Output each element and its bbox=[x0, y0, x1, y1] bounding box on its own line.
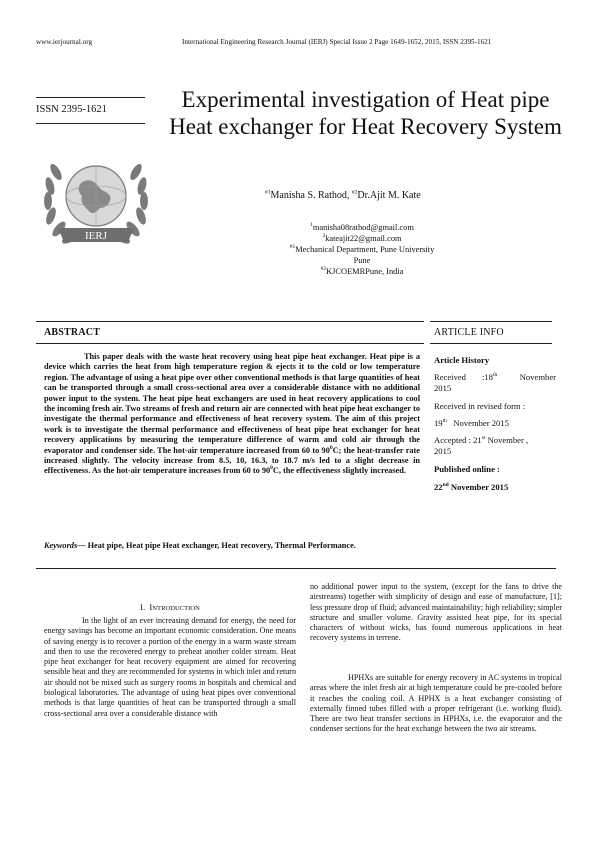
intro-paragraph-3 bbox=[310, 673, 562, 735]
logo-text: IERJ bbox=[85, 230, 107, 242]
department-1-text: Mechanical Department, Pune University bbox=[295, 245, 435, 254]
article-history-label bbox=[434, 355, 556, 366]
affiliations bbox=[276, 222, 448, 277]
abstract-heading: ABSTRACT bbox=[44, 327, 101, 338]
laurel-globe-icon bbox=[36, 150, 156, 258]
abstract-text-3: C, the effectiveness slightly increased. bbox=[272, 466, 406, 476]
info-heading-rule bbox=[430, 343, 552, 344]
article-history-text: Article History bbox=[434, 355, 490, 365]
received-date bbox=[434, 372, 556, 383]
intro-p1-text: In the light of an ever increasing demand for energy, the need for energy savings has become an important economic consideration. One means of saving energy is to recover a portion of the energy in a warm waste stream and then to use the recovered energy to preheat another colder stream. Heat pipe heat exchanger for heat recovery equipment are aimed for recovering sensible heat and they are recommended for systems in which inlet and return air should not be mixed such as surgery rooms in hospitals and chemical and biological laboratories. The advantage of using heat pipes over conventional methods is that large quantities of heat can be transported through a small cross-sectional area over a considerable distance with bbox=[44, 616, 296, 718]
info-top-rule bbox=[430, 321, 552, 322]
revised-sup: th bbox=[442, 418, 447, 425]
received-year: 2015 bbox=[434, 383, 452, 393]
intro-paragraph-2: no additional power input to the system, (except for the fans to drive the airstreams) together with simplicity of design and ease of manufacture, [1]; less pressure drop of fluid; advanced maintainability; high reliability; simpler structure and smaller volume. Gravity assisted heat pipe, for its special characters of without wicks, has found numerous applications in heat recovery systems in terrene. bbox=[310, 582, 562, 643]
abstract-top-rule bbox=[36, 321, 424, 322]
section-divider bbox=[36, 568, 556, 569]
intro-p3-text: HPHXs are suitable for energy recovery in AC systems in tropical areas where the inlet fresh air at high temperature could be pre-cooled before it reaches the cooling coil. A HPHX is a heat exchanger consisting of externally finned tubes filled with a proper refrigerant (i.e. working fluid). There are two heat transfer sections in HPHXs, i.e. the evaporator and the condenser sections for the heat exchange between the two air streams. bbox=[310, 673, 562, 734]
email-1-text: manisha08rathod@gmail.com bbox=[312, 223, 414, 232]
department-1-mark: #1 bbox=[289, 244, 296, 251]
journal-citation: International Engineering Research Journal (IERJ) Special Issue 2 Page 1649-1652, 2015, ISSN 2395-1621 bbox=[182, 38, 492, 46]
ierj-logo bbox=[36, 150, 156, 258]
degree-mark: 0 bbox=[329, 444, 333, 451]
intro-number: I. bbox=[140, 602, 146, 612]
received-sup: th bbox=[492, 372, 498, 379]
email-1-mark: 1 bbox=[310, 222, 313, 229]
revised-day: 19 bbox=[434, 418, 443, 428]
degree-mark-2: 0 bbox=[270, 465, 273, 472]
journal-url: www.ierjournal.org bbox=[36, 38, 93, 46]
accepted-day: Accepted : 21 bbox=[434, 435, 482, 445]
published-label-text: Published online : bbox=[434, 464, 500, 474]
intro-cap: I bbox=[149, 602, 153, 612]
email-1 bbox=[276, 222, 448, 233]
author1-name: Manisha S. Rathod, bbox=[270, 190, 352, 201]
received-day-text: :18 bbox=[482, 372, 493, 382]
published-date bbox=[434, 482, 556, 493]
issn-top-rule bbox=[36, 97, 145, 98]
email-2-mark: 2 bbox=[322, 233, 326, 240]
author1-mark: #1 bbox=[265, 189, 271, 196]
keywords-text: — Heat pipe, Heat pipe Heat exchanger, Heat recovery, Thermal Performance. bbox=[77, 541, 356, 550]
published-label bbox=[434, 464, 556, 475]
published-sup: nd bbox=[442, 482, 449, 489]
author2-mark: #2 bbox=[351, 189, 358, 196]
abstract-text-2: C; the heat-transfer rate increased slightly. The velocity increase from 8.5, 10, 16.3, to 18.7 m/s led to a slight decrease in effectiveness. As the hot-air temperature increases from 60 to 90 bbox=[44, 445, 420, 476]
introduction-heading bbox=[44, 602, 296, 612]
email-2-text: kateajit22@gmail.com bbox=[325, 234, 402, 243]
revised-month: November 2015 bbox=[453, 418, 509, 428]
department-1 bbox=[276, 244, 448, 255]
author2-name: Dr.Ajit M. Kate bbox=[357, 190, 421, 201]
intro-paragraph-1 bbox=[44, 616, 296, 719]
authors bbox=[265, 190, 421, 201]
keywords-label: Keywords bbox=[44, 541, 78, 550]
revised-label: Received in revised form : bbox=[434, 401, 526, 411]
intro-rest: NTRODUCTION bbox=[152, 605, 200, 612]
department-2-text: KJCOEMRPune, India bbox=[326, 267, 404, 276]
department-1-city: Pune bbox=[353, 256, 371, 265]
accepted-date bbox=[434, 435, 556, 446]
email-2 bbox=[276, 233, 448, 244]
article-info-heading: ARTICLE INFO bbox=[434, 327, 504, 338]
published-month: November 2015 bbox=[450, 482, 509, 492]
keywords bbox=[44, 541, 404, 551]
abstract-text-1: This paper deals with the waste heat recovery using heat pipe heat exchanger. Heat pipe is a device which carries the heat from high temperature region & ejects it to the cold or low temperature region. The advantage of using a heat pipe over other conventional methods is that large quantities of heat can be transported through a small cross-sectional area over a considerable distance with no additional power input to the system. The heat pipe heat exchangers are used in heat recovery applications to cool the incoming fresh air. Two streams of fresh and return air are connected with heat pipe heat exchanger to investigate the thermal performance and effectiveness of heat recovery system. The aim of this project work is to investigate the thermal performance and effectiveness of heat pipe heat exchanger for heat recovery applications by measuring the temperature difference of warm and cold air through the evaporator and condenser side. The hot-air temperature increased from 60 to 90 bbox=[44, 352, 420, 455]
received-label: Received bbox=[434, 372, 466, 382]
received-month: November bbox=[519, 372, 556, 382]
accepted-year: 2015 bbox=[434, 446, 452, 456]
department-2 bbox=[276, 266, 448, 277]
issn-label: ISSN 2395-1621 bbox=[36, 104, 107, 115]
received-day bbox=[482, 372, 497, 383]
abstract-heading-rule bbox=[36, 343, 424, 344]
paper-title: Experimental investigation of Heat pipe Heat exchanger for Heat Recovery System bbox=[169, 87, 562, 139]
accepted-sup: st bbox=[481, 435, 486, 442]
published-day: 22 bbox=[434, 482, 443, 492]
revised-date bbox=[434, 418, 556, 429]
accepted-month: November , bbox=[487, 435, 529, 445]
department-2-mark: #2 bbox=[320, 266, 327, 273]
abstract-body bbox=[44, 352, 420, 477]
issn-bottom-rule bbox=[36, 123, 145, 124]
